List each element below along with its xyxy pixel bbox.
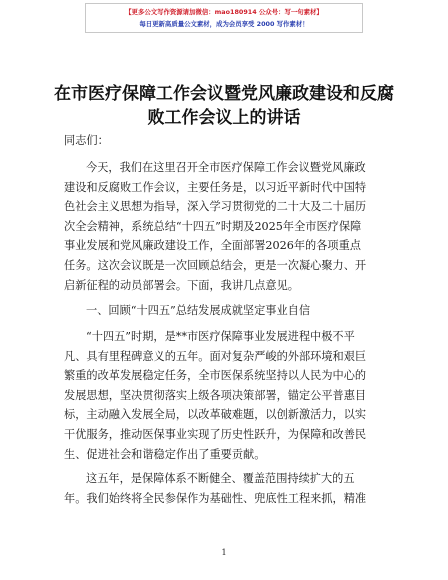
banner-line-2: 每日更新高质量公文素材，成为会员享受 2000 写作素材！ [139,20,309,28]
page-number: 1 [221,548,227,557]
title-line: 败工作会议上的讲话 [147,108,301,128]
text-line: 凡、具有里程碑意义的五年。面对复杂严峻的外部环境和艰巨 [64,349,367,363]
banner-line-1: 【更多公文写作资源请加微信：mao180914 公众号：写一句素材】 [125,8,323,16]
text-line: 启新征程的动员部署会。下面，我讲几点意见。 [64,278,299,292]
salutation: 同志们： [64,134,109,147]
text-line: 次全会精神，系统总结“十四五”时期及2025年全市医疗保障 [64,219,362,233]
text-line: 干优服务，推动医保事业实现了历史性跃升，为保障和改善民 [64,427,367,441]
text-line: 色社会主义思想为指导，深入学习贯彻党的二十大及二十届历 [64,200,367,214]
paragraph-2 [64,327,386,464]
text-line: 建设和反腐败工作会议，主要任务是，以习近平新时代中国特 [64,180,367,194]
text-line: 任务。这次会议既是一次回顾总结会，更是一次凝心聚力、开 [64,258,367,272]
text-line: 年。我们始终将全民参保作为基础性、兜底性工程来抓，精准 [64,491,367,505]
text-line: 繁重的改革发展稳定任务，全市医保系统坚持以人民为中心的 [64,369,367,383]
text-line: 生、促进社会和谐稳定作出了重要贡献。 [64,447,266,461]
text-line: 发展思想，坚决贯彻落实上级各项决策部署，锚定公平普惠目 [64,388,367,402]
text-line: 事业发展和党风廉政建设工作，全面部署2026年的各项重点 [64,239,361,253]
text-line: 今天，我们在这里召开全市医疗保障工作会议暨党风廉政 [86,161,366,174]
section-heading-1: 一、回顾“十四五”总结发展成就坚定事业自信 [86,304,311,317]
text-line: 标，主动融入发展全局，以改革破难题，以创新激活力，以实 [64,408,367,422]
text-line: “十四五”时期，是**市医疗保障事业发展进程中极不平 [86,330,355,343]
text-line: 这五年，是保障体系不断健全、覆盖范围持续扩大的五 [86,472,355,485]
document-title [30,82,418,130]
paragraph-1 [64,158,386,295]
title-line: 在市医疗保障工作会议暨党风廉政建设和反腐 [54,84,394,104]
header-banner [85,3,363,33]
paragraph-3 [64,469,386,508]
